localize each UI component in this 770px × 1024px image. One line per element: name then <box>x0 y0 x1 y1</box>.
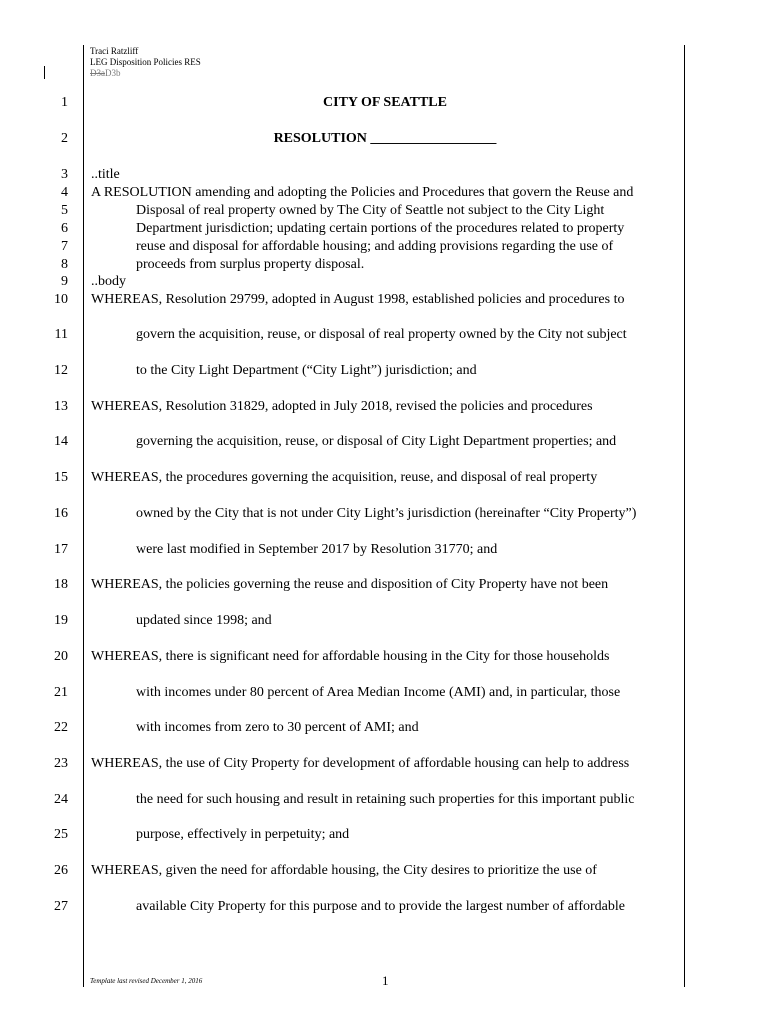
line-number: 27 <box>54 899 68 914</box>
body-line: governing the acquisition, reuse, or disposal of City Light Department properties; and <box>136 434 617 449</box>
body-line: the need for such housing and result in retaining such properties for this important public <box>136 792 635 807</box>
body-line: with incomes under 80 percent of Area Median Income (AMI) and, in particular, those <box>136 685 621 700</box>
line-number: 10 <box>54 292 68 307</box>
body-line: with incomes from zero to 30 percent of AMI; and <box>136 720 419 735</box>
header-author: Traci Ratzliff <box>90 46 139 56</box>
document-title: CITY OF SEATTLE <box>323 95 447 110</box>
title-marker: ..title <box>91 167 120 182</box>
line-number: 26 <box>54 863 68 878</box>
title-text-line: Department jurisdiction; updating certain portions of the procedures related to property <box>136 221 625 236</box>
body-line: govern the acquisition, reuse, or disposal of real property owned by the City not subject <box>136 327 627 342</box>
document-header <box>90 46 201 79</box>
line-number: 11 <box>54 327 68 342</box>
line-number: 8 <box>61 257 68 272</box>
line-number: 15 <box>54 470 68 485</box>
body-line: WHEREAS, given the need for affordable housing, the City desires to prioritize the use of <box>91 863 597 878</box>
body-line: WHEREAS, the procedures governing the acquisition, reuse, and disposal of real property <box>91 470 598 485</box>
body-line: purpose, effectively in perpetuity; and <box>136 827 350 842</box>
body-line: to the City Light Department (“City Light”) jurisdiction; and <box>136 363 477 378</box>
body-line: were last modified in September 2017 by Resolution 31770; and <box>136 542 498 557</box>
line-number: 14 <box>54 434 68 449</box>
line-number: 18 <box>54 577 68 592</box>
template-revision-note: Template last revised December 1, 2016 <box>90 977 203 985</box>
line-number: 17 <box>54 542 68 557</box>
header-document-name: LEG Disposition Policies RES <box>90 57 201 67</box>
title-text-line: Disposal of real property owned by The City of Seattle not subject to the City Light <box>136 203 605 218</box>
body-line: updated since 1998; and <box>136 613 272 628</box>
body-line: available City Property for this purpose and to provide the largest number of affordable <box>136 899 625 914</box>
line-number: 5 <box>61 203 68 218</box>
line-number: 7 <box>61 239 68 254</box>
line-number: 25 <box>54 827 68 842</box>
line-number: 13 <box>54 399 68 414</box>
line-number: 23 <box>54 756 68 771</box>
line-number: 4 <box>61 185 68 200</box>
line-number: 22 <box>54 720 68 735</box>
header-draft-version <box>90 68 201 79</box>
left-margin-rule <box>83 45 84 987</box>
body-line: WHEREAS, Resolution 31829, adopted in July 2018, revised the policies and procedures <box>91 399 593 414</box>
page-number: 1 <box>382 973 389 988</box>
line-number: 1 <box>61 95 68 110</box>
body-line: WHEREAS, the use of City Property for development of affordable housing can help to address <box>91 756 630 771</box>
draft-old: D3a <box>90 68 105 78</box>
line-number: 16 <box>54 506 68 521</box>
body-line: WHEREAS, the policies governing the reuse and disposition of City Property have not been <box>91 577 609 592</box>
line-number: 9 <box>61 274 68 289</box>
line-number: 19 <box>54 613 68 628</box>
draft-new: D3b <box>105 68 121 78</box>
revision-change-bar <box>44 66 45 79</box>
body-line: WHEREAS, there is significant need for affordable housing in the City for those households <box>91 649 610 664</box>
resolution-number-line: RESOLUTION __________________ <box>273 131 497 146</box>
line-number: 3 <box>61 167 68 182</box>
line-number: 20 <box>54 649 68 664</box>
title-text-line: A RESOLUTION amending and adopting the Policies and Procedures that govern the Reuse and <box>91 185 634 200</box>
title-text-line: reuse and disposal for affordable housing; and adding provisions regarding the use of <box>136 239 614 254</box>
line-number: 24 <box>54 792 68 807</box>
right-margin-rule <box>684 45 685 987</box>
title-text-line: proceeds from surplus property disposal. <box>136 257 365 272</box>
line-number: 2 <box>61 131 68 146</box>
body-line: owned by the City that is not under City Light’s jurisdiction (hereinafter “City Property”) <box>136 506 637 521</box>
line-number: 12 <box>54 363 68 378</box>
body-marker: ..body <box>91 274 126 289</box>
line-number: 21 <box>54 685 68 700</box>
line-number: 6 <box>61 221 68 236</box>
body-line: WHEREAS, Resolution 29799, adopted in August 1998, established policies and procedures to <box>91 292 625 307</box>
